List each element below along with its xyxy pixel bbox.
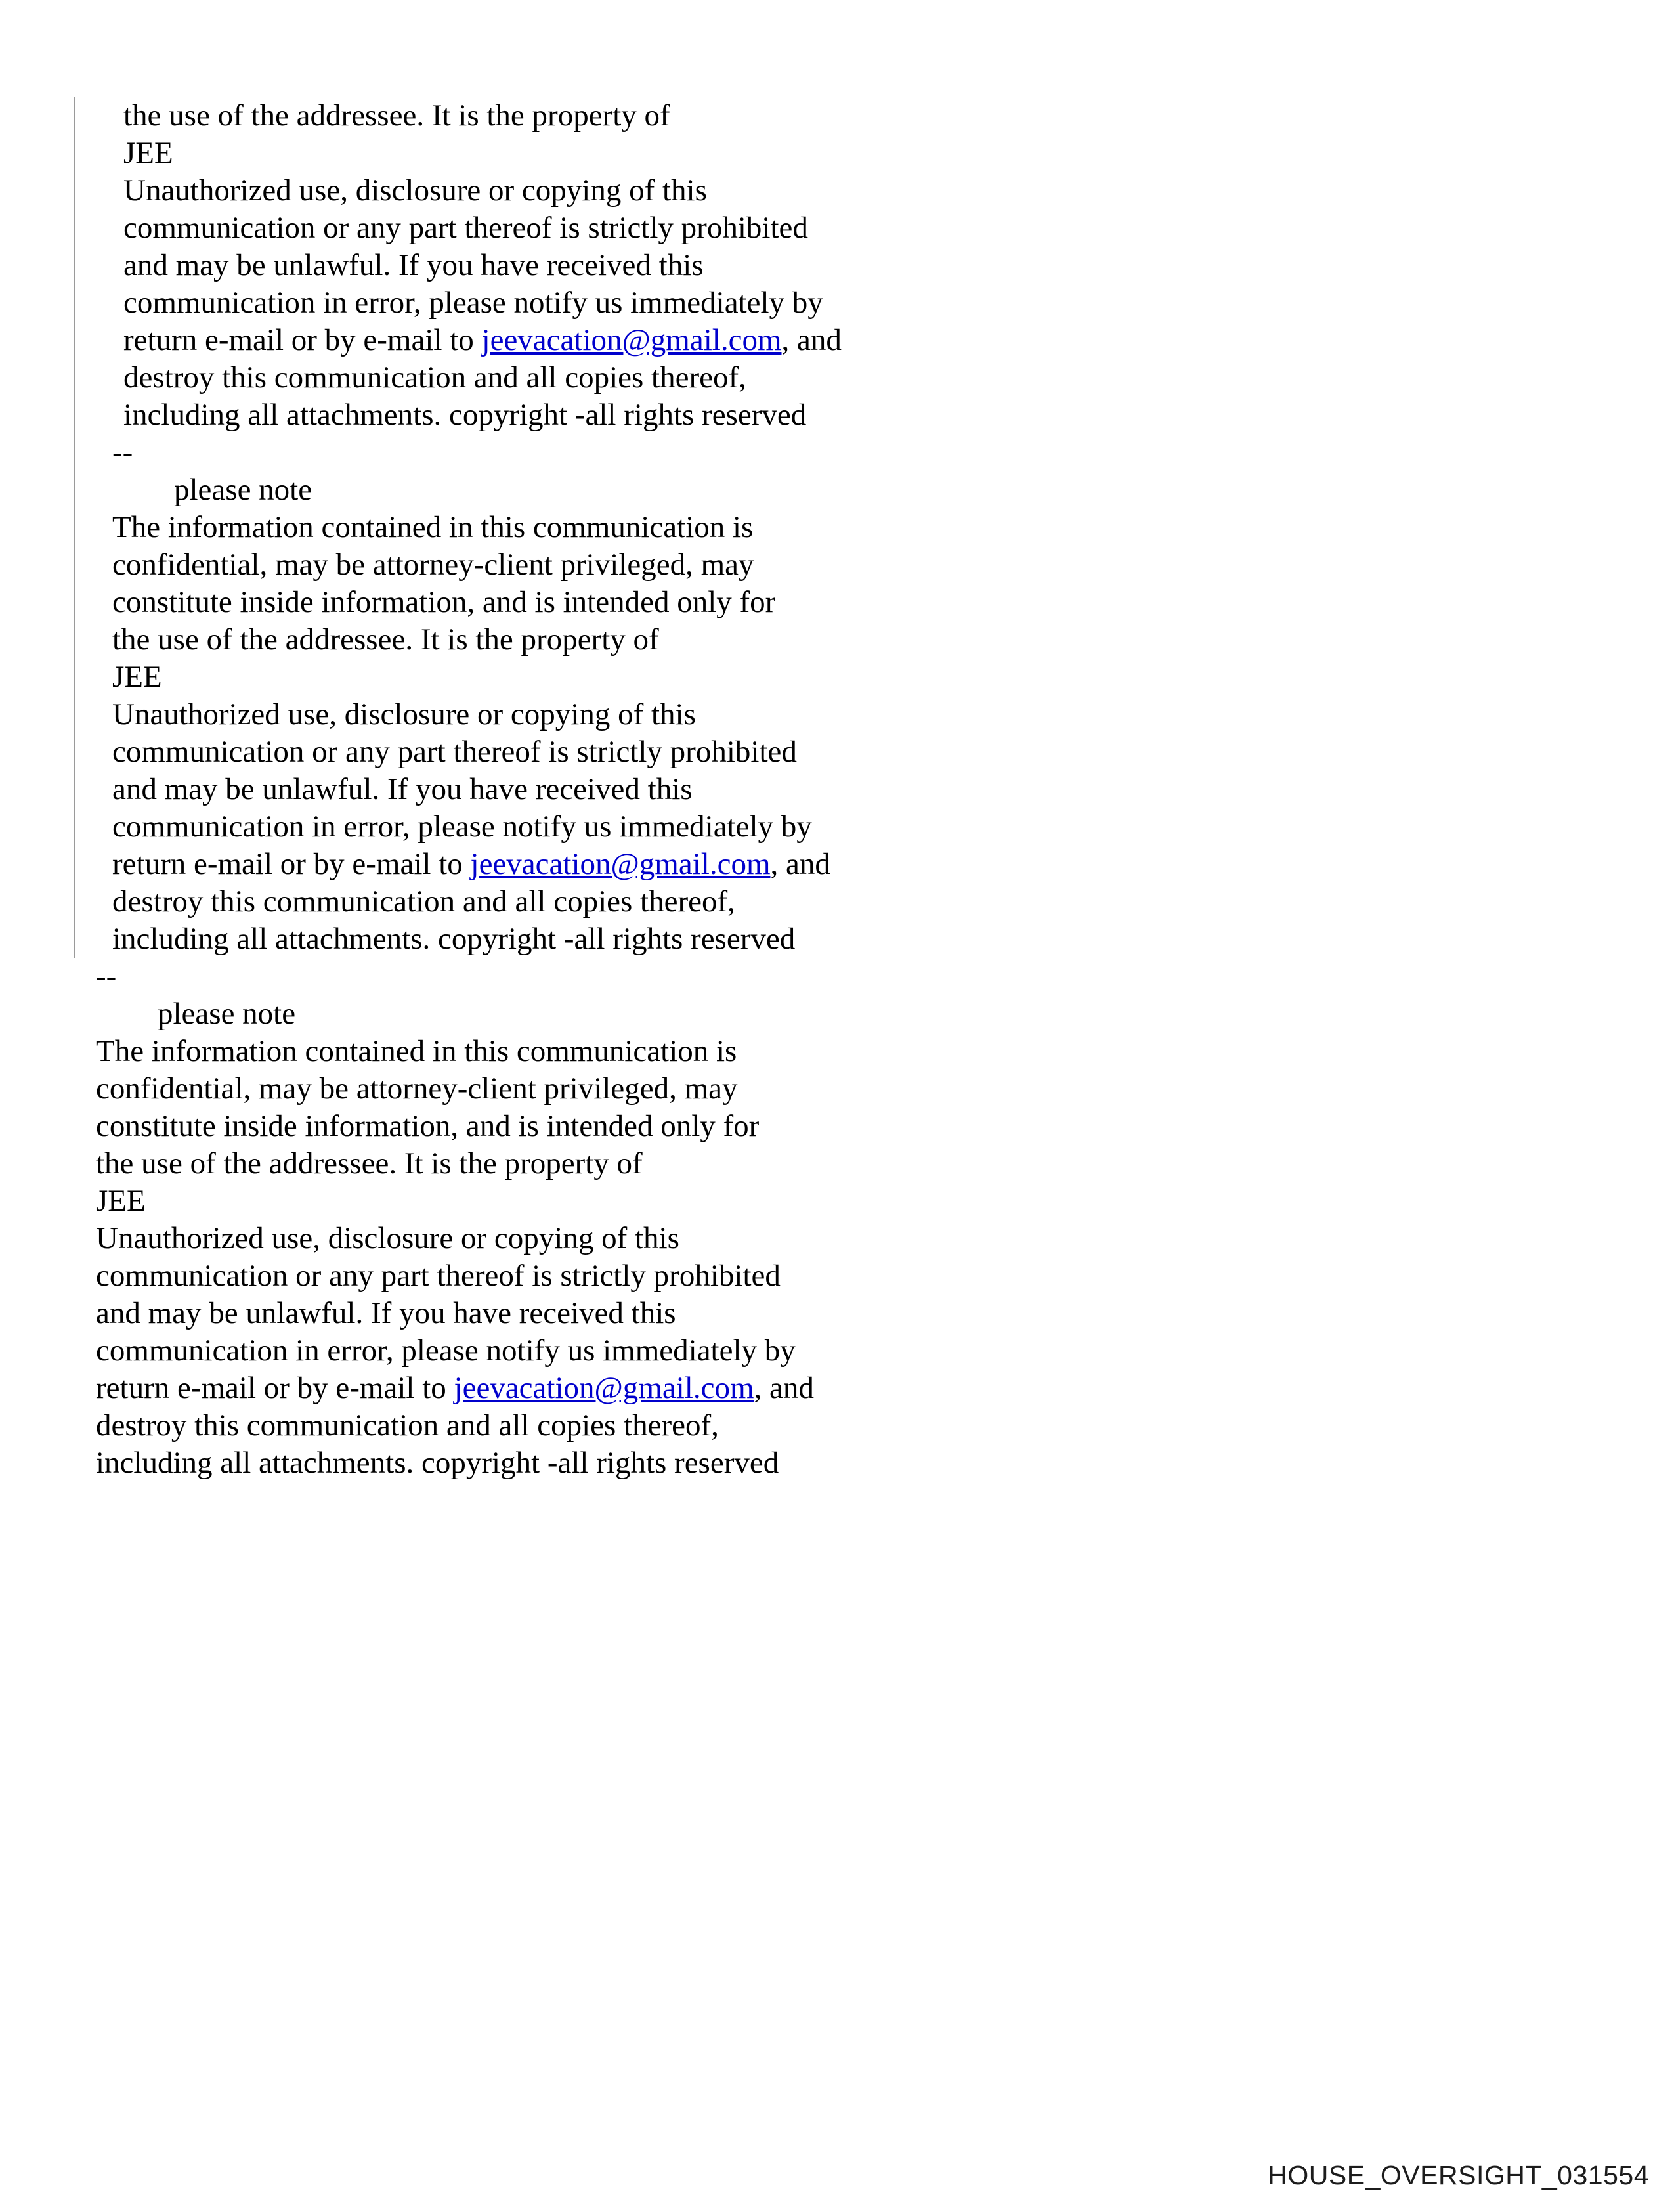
text-line: and may be unlawful. If you have received this xyxy=(123,248,704,282)
text-line: Unauthorized use, disclosure or copying of this xyxy=(96,1221,679,1255)
disclaimer-block-full xyxy=(96,1033,1212,1482)
text-line: and may be unlawful. If you have received this xyxy=(96,1296,676,1330)
text-line: communication or any part thereof is strictly prohibited xyxy=(123,211,808,245)
text-line: confidential, may be attorney-client privileged, may xyxy=(96,1072,738,1106)
text-line: return e-mail or by e-mail to jeevacation@gmail.com, and xyxy=(123,323,842,357)
text-line: Unauthorized use, disclosure or copying of this xyxy=(123,173,707,207)
text-line: JEE xyxy=(123,136,173,170)
text-line: the use of the addressee. It is the property of xyxy=(123,98,670,133)
text-line: The information contained in this communication is xyxy=(112,510,754,544)
text-line: communication in error, please notify us immediately by xyxy=(96,1334,796,1368)
text-line: JEE xyxy=(96,1184,146,1218)
text-line: destroy this communication and all copies thereof, xyxy=(112,884,735,919)
text-line: communication in error, please notify us immediately by xyxy=(112,810,812,844)
text-line: the use of the addressee. It is the property of xyxy=(112,622,659,657)
text-line: confidential, may be attorney-client privileged, may xyxy=(112,548,754,582)
text-line: communication in error, please notify us immediately by xyxy=(123,286,823,320)
text-line: return e-mail or by e-mail to jeevacation@gmail.com, and xyxy=(96,1371,814,1405)
text-line: including all attachments. copyright -all rights reserved xyxy=(123,398,807,432)
text-line: constitute inside information, and is intended only for xyxy=(96,1109,760,1143)
text-line: communication or any part thereof is strictly prohibited xyxy=(96,1259,781,1293)
text-line: constitute inside information, and is intended only for xyxy=(112,585,776,619)
email-body xyxy=(96,97,1212,1482)
signature-separator: -- xyxy=(96,959,117,993)
text-line: communication or any part thereof is strictly prohibited xyxy=(112,735,797,769)
text-line: Unauthorized use, disclosure or copying of this xyxy=(112,697,696,731)
text-line: The information contained in this communication is xyxy=(96,1034,737,1068)
text-line: JEE xyxy=(112,660,162,694)
disclaimer-block-full xyxy=(112,509,1212,958)
quoted-email-level-1 xyxy=(74,97,1212,958)
disclaimer-block-partial xyxy=(123,97,1212,434)
text-line: including all attachments. copyright -all rights reserved xyxy=(96,1446,779,1480)
quoted-email-level-2 xyxy=(123,97,1212,434)
text-line: destroy this communication and all copies thereof, xyxy=(96,1408,719,1442)
text-line: including all attachments. copyright -all rights reserved xyxy=(112,922,796,956)
text-line: and may be unlawful. If you have received this xyxy=(112,772,693,806)
email-link[interactable]: jeevacation@gmail.com xyxy=(454,1371,754,1405)
please-note-label: please note xyxy=(174,473,312,507)
signature-separator: -- xyxy=(112,435,133,469)
email-link[interactable]: jeevacation@gmail.com xyxy=(481,323,782,357)
email-link[interactable]: jeevacation@gmail.com xyxy=(470,847,771,881)
please-note-label: please note xyxy=(158,997,296,1031)
text-line: destroy this communication and all copies thereof, xyxy=(123,360,746,395)
text-line: return e-mail or by e-mail to jeevacation@gmail.com, and xyxy=(112,847,830,881)
bates-number: HOUSE_OVERSIGHT_031554 xyxy=(1268,2160,1649,2190)
text-line: the use of the addressee. It is the property of xyxy=(96,1146,643,1181)
